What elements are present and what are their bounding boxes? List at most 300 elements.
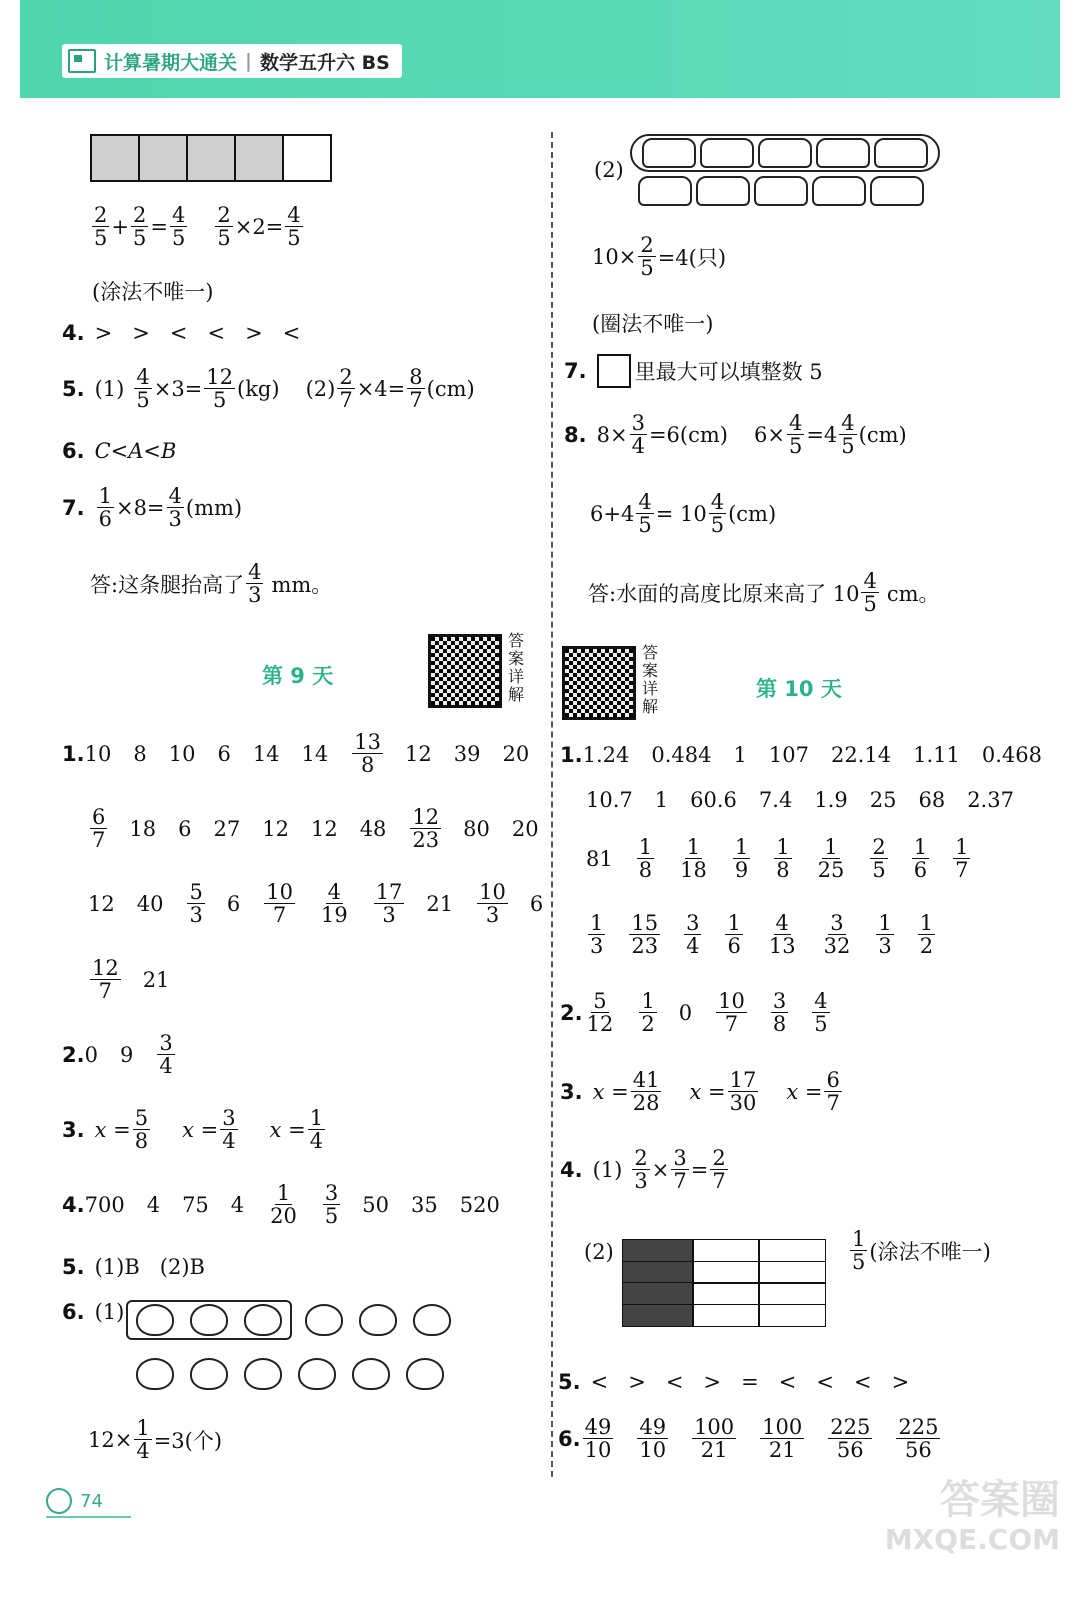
fraction bbox=[716, 990, 747, 1035]
numerator: 5 bbox=[593, 989, 607, 1013]
text: (2) bbox=[305, 376, 336, 401]
fraction bbox=[134, 366, 151, 411]
fraction bbox=[861, 570, 878, 615]
cats-row-1 bbox=[630, 134, 940, 172]
denominator: 5 bbox=[212, 388, 227, 413]
text: = 10 bbox=[655, 501, 707, 526]
numerator: 3 bbox=[673, 1146, 687, 1170]
text: 6 bbox=[529, 891, 544, 916]
text: ×3= bbox=[153, 376, 203, 401]
qr-code-icon[interactable] bbox=[428, 634, 502, 708]
denominator: 6 bbox=[727, 934, 741, 959]
text: (1) bbox=[94, 376, 125, 401]
text: (kg) bbox=[237, 376, 280, 401]
text: 6. bbox=[558, 1426, 581, 1451]
text: (涂法不唯一) bbox=[869, 1239, 991, 1264]
text: 60.6 bbox=[690, 788, 737, 812]
denominator: 56 bbox=[905, 1438, 932, 1463]
peach-icon bbox=[136, 1304, 174, 1336]
text: =3(个) bbox=[153, 1428, 223, 1453]
fraction bbox=[692, 1416, 736, 1461]
text: 1.9 bbox=[814, 788, 848, 812]
denominator: 6 bbox=[98, 507, 112, 532]
day9-title: 第 9 天 bbox=[262, 664, 334, 688]
fraction bbox=[896, 1416, 940, 1461]
fraction bbox=[97, 485, 114, 530]
fraction bbox=[725, 912, 742, 957]
fraction bbox=[583, 1416, 614, 1461]
numerator: 100 bbox=[694, 1415, 735, 1439]
text: 12 bbox=[310, 816, 338, 841]
text: 5. bbox=[62, 376, 85, 401]
numerator: 4 bbox=[248, 560, 262, 584]
cell bbox=[692, 1304, 760, 1327]
fraction bbox=[410, 806, 441, 851]
cell bbox=[758, 1261, 826, 1284]
q5 bbox=[62, 366, 475, 411]
denominator: 7 bbox=[826, 1091, 840, 1116]
fraction bbox=[285, 204, 302, 249]
peach-icon bbox=[359, 1304, 397, 1336]
page-footer bbox=[46, 1488, 103, 1514]
denominator: 4 bbox=[686, 934, 700, 959]
text: 0.468 bbox=[981, 743, 1042, 767]
denominator: 18 bbox=[680, 858, 707, 883]
denominator: 7 bbox=[92, 828, 106, 853]
text: 6. bbox=[62, 1300, 85, 1324]
fraction bbox=[828, 1416, 872, 1461]
denominator: 3 bbox=[189, 903, 203, 928]
text: 27 bbox=[213, 816, 241, 841]
text: 4. bbox=[62, 321, 85, 345]
numerator: 5 bbox=[189, 880, 203, 904]
cell bbox=[692, 1282, 760, 1305]
fraction bbox=[585, 990, 616, 1035]
fraction bbox=[812, 990, 829, 1035]
numerator: 225 bbox=[830, 1415, 871, 1439]
fraction bbox=[215, 204, 232, 249]
d10-q1-row1 bbox=[560, 743, 1064, 767]
peach-row-1 bbox=[126, 1300, 459, 1340]
d9-q6 bbox=[62, 1300, 124, 1324]
shaded-grid bbox=[623, 1240, 825, 1326]
d10-q6 bbox=[558, 1416, 962, 1461]
fraction bbox=[92, 204, 109, 249]
cell bbox=[234, 134, 284, 182]
denominator: 7 bbox=[712, 1169, 726, 1194]
numerator: 2 bbox=[94, 203, 108, 227]
text: 6 bbox=[226, 891, 241, 916]
numerator: 49 bbox=[584, 1415, 612, 1439]
numerator: 3 bbox=[830, 911, 844, 935]
cell bbox=[758, 1239, 826, 1262]
fraction bbox=[631, 1069, 662, 1114]
denominator: 4 bbox=[631, 434, 645, 459]
numerator: 2 bbox=[217, 203, 231, 227]
cat-icon bbox=[696, 176, 750, 206]
q4 bbox=[62, 321, 300, 345]
denominator: 3 bbox=[634, 1169, 648, 1194]
numerator: 3 bbox=[686, 911, 700, 935]
fraction bbox=[407, 366, 424, 411]
text: 1. bbox=[560, 743, 583, 767]
cats-row-2 bbox=[636, 176, 926, 210]
denominator: 21 bbox=[700, 1438, 728, 1463]
denominator: 3 bbox=[878, 934, 892, 959]
text: 20 bbox=[511, 816, 539, 841]
text: 12 bbox=[262, 816, 289, 841]
text: x = bbox=[592, 1079, 629, 1104]
numerator: 1 bbox=[955, 835, 969, 859]
denominator: 56 bbox=[836, 1438, 864, 1463]
numerator: 1 bbox=[136, 1416, 150, 1440]
fraction bbox=[639, 990, 656, 1035]
fraction bbox=[374, 881, 405, 926]
day10-title: 第 10 天 bbox=[756, 677, 842, 701]
fraction bbox=[839, 412, 856, 457]
denominator: 5 bbox=[132, 226, 147, 251]
fraction bbox=[588, 912, 605, 957]
cell bbox=[758, 1304, 826, 1327]
denominator: 9 bbox=[734, 858, 749, 883]
r-q8-b bbox=[590, 491, 776, 536]
text: 5. bbox=[62, 1255, 85, 1279]
denominator: 5 bbox=[710, 513, 725, 538]
text: 10 bbox=[168, 741, 196, 766]
fraction bbox=[268, 1182, 299, 1227]
fraction bbox=[220, 1107, 237, 1152]
text: x = bbox=[689, 1079, 726, 1104]
d10-q2 bbox=[560, 990, 852, 1035]
fraction bbox=[167, 485, 184, 530]
fraction bbox=[918, 912, 935, 957]
text: 21 bbox=[142, 967, 170, 992]
denominator: 5 bbox=[136, 388, 150, 413]
denominator: 5 bbox=[217, 226, 231, 251]
d9-q3 bbox=[62, 1107, 327, 1152]
circled-group bbox=[126, 1300, 292, 1340]
fraction bbox=[90, 806, 107, 851]
text: 50 bbox=[362, 1192, 390, 1217]
fraction bbox=[709, 491, 726, 536]
d9-q4 bbox=[62, 1182, 522, 1227]
note-circle-not-unique: (圈法不唯一) bbox=[592, 312, 714, 336]
cat-icon bbox=[816, 138, 870, 168]
denominator: 5 bbox=[287, 226, 301, 251]
numerator: 1 bbox=[776, 835, 790, 859]
fraction bbox=[953, 836, 970, 881]
text: 7. bbox=[564, 359, 587, 383]
text: 68 bbox=[918, 788, 946, 812]
text: ×8= bbox=[115, 495, 165, 520]
text: 21 bbox=[426, 891, 454, 916]
text: ×4= bbox=[356, 376, 406, 401]
denominator: 5 bbox=[863, 592, 877, 617]
numerator: 4 bbox=[327, 880, 341, 904]
text: mm。 bbox=[271, 572, 333, 597]
numerator: 4 bbox=[710, 490, 725, 514]
numerator: 15 bbox=[631, 911, 659, 935]
qr-label: 答案详解 bbox=[508, 631, 525, 704]
denominator: 5 bbox=[640, 256, 654, 281]
denominator: 7 bbox=[98, 979, 113, 1004]
denominator: 3 bbox=[590, 934, 604, 959]
text: 48 bbox=[359, 816, 387, 841]
page-number: 74 bbox=[80, 1490, 103, 1512]
q7-answer bbox=[90, 561, 332, 606]
denominator: 7 bbox=[409, 388, 423, 413]
text: 2.37 bbox=[967, 788, 1014, 812]
text: 10 bbox=[84, 741, 112, 766]
denominator: 2 bbox=[641, 1012, 655, 1037]
fraction bbox=[632, 1147, 649, 1192]
cat-icon bbox=[874, 138, 928, 168]
text: 8 bbox=[133, 741, 147, 766]
denominator: 8 bbox=[776, 858, 790, 883]
text: 18 bbox=[129, 816, 157, 841]
denominator: 5 bbox=[814, 1012, 828, 1037]
text: 里最大可以填整数 5 bbox=[634, 360, 823, 384]
cell bbox=[90, 134, 140, 182]
text: 9 bbox=[119, 1042, 134, 1067]
text: 答案圈 bbox=[940, 1477, 1060, 1523]
r-p2-label: (2) bbox=[594, 158, 624, 182]
denominator: 4 bbox=[309, 1129, 324, 1154]
text: =4 bbox=[806, 422, 838, 447]
numerator: 1 bbox=[727, 911, 741, 935]
text: 2. bbox=[62, 1042, 85, 1067]
denominator: 7 bbox=[724, 1012, 739, 1037]
numerator: 4 bbox=[136, 365, 150, 389]
fraction bbox=[204, 366, 235, 411]
fraction bbox=[637, 836, 654, 881]
denominator: 3 bbox=[382, 903, 396, 928]
cell bbox=[622, 1239, 694, 1262]
denominator: 4 bbox=[222, 1129, 236, 1154]
d10-q1-row3 bbox=[586, 836, 992, 881]
numerator: 2 bbox=[640, 233, 654, 257]
numerator: 1 bbox=[686, 835, 701, 859]
text: 答:水面的高度比原来高了 10 bbox=[588, 581, 860, 606]
cell bbox=[692, 1239, 760, 1262]
fraction bbox=[822, 912, 853, 957]
numerator: 225 bbox=[898, 1415, 939, 1439]
text: (2)B bbox=[159, 1255, 205, 1279]
numerator: 6 bbox=[826, 1068, 840, 1092]
q7 bbox=[62, 485, 242, 530]
fraction bbox=[774, 836, 791, 881]
text: 10.7 bbox=[586, 788, 633, 812]
denominator: 21 bbox=[768, 1438, 796, 1463]
peach-icon bbox=[136, 1358, 174, 1390]
text: 0 bbox=[84, 1042, 98, 1067]
fraction bbox=[637, 1416, 668, 1461]
sun-icon bbox=[46, 1488, 72, 1514]
denominator: 12 bbox=[586, 1012, 614, 1037]
fraction bbox=[710, 1147, 727, 1192]
cat-icon bbox=[700, 138, 754, 168]
book-icon bbox=[68, 49, 96, 73]
r-q7 bbox=[564, 354, 823, 388]
denominator: 2 bbox=[919, 934, 934, 959]
text: 8× bbox=[596, 422, 628, 447]
numerator: 100 bbox=[762, 1415, 803, 1439]
denominator: 23 bbox=[631, 934, 659, 959]
denominator: 10 bbox=[584, 1438, 612, 1463]
numerator: 1 bbox=[734, 835, 749, 859]
shading-boxes bbox=[92, 134, 332, 182]
text: 40 bbox=[136, 891, 164, 916]
numerator: 6 bbox=[92, 805, 106, 829]
cell bbox=[758, 1282, 826, 1305]
d9-q6-eq bbox=[88, 1417, 222, 1462]
cell bbox=[138, 134, 188, 182]
denominator: 28 bbox=[632, 1091, 660, 1116]
peach-icon bbox=[298, 1358, 336, 1390]
denominator: 7 bbox=[339, 388, 353, 413]
fraction bbox=[876, 912, 893, 957]
text: MXQE.COM bbox=[884, 1523, 1060, 1556]
numerator: 1 bbox=[276, 1181, 291, 1205]
text: 4. bbox=[560, 1157, 583, 1182]
fraction bbox=[170, 204, 187, 249]
numerator: 4 bbox=[863, 569, 877, 593]
denominator: 30 bbox=[729, 1091, 757, 1116]
denominator: 3 bbox=[485, 903, 500, 928]
text: (cm) bbox=[728, 501, 777, 526]
text: 20 bbox=[502, 741, 530, 766]
fraction bbox=[157, 1032, 174, 1077]
cat-icon bbox=[638, 176, 692, 206]
d10-q4-p2: (2) bbox=[584, 1240, 614, 1264]
denominator: 32 bbox=[823, 934, 851, 959]
fraction bbox=[787, 412, 804, 457]
text: 8. bbox=[564, 422, 587, 447]
fraction bbox=[630, 412, 647, 457]
fraction bbox=[352, 731, 383, 776]
circled-group bbox=[630, 134, 940, 172]
fraction bbox=[760, 1416, 804, 1461]
blank-square bbox=[597, 354, 631, 388]
peach-icon bbox=[244, 1358, 282, 1390]
numerator: 13 bbox=[354, 730, 382, 754]
fraction bbox=[671, 1147, 688, 1192]
d10-q1-row4 bbox=[586, 912, 957, 957]
d10-q5 bbox=[558, 1370, 909, 1394]
denominator: 8 bbox=[134, 1129, 149, 1154]
text: x = bbox=[94, 1117, 131, 1142]
denominator: 5 bbox=[94, 226, 108, 251]
watermark bbox=[884, 1477, 1060, 1560]
numerator: 3 bbox=[222, 1106, 236, 1130]
denominator: 8 bbox=[638, 858, 653, 883]
text: 22.14 bbox=[830, 743, 892, 767]
numerator: 12 bbox=[206, 365, 234, 389]
fraction bbox=[131, 204, 148, 249]
numerator: 1 bbox=[309, 1106, 324, 1130]
fraction bbox=[870, 836, 887, 881]
cell bbox=[622, 1282, 694, 1305]
numerator: 3 bbox=[324, 1181, 339, 1205]
r-q8 bbox=[564, 412, 907, 457]
denominator: 5 bbox=[852, 1250, 866, 1275]
text: 7.4 bbox=[758, 788, 793, 812]
text: 10× bbox=[592, 244, 637, 269]
numerator: 2 bbox=[132, 203, 147, 227]
text: 81 bbox=[586, 846, 613, 871]
fraction bbox=[477, 881, 508, 926]
qr-code-icon[interactable] bbox=[562, 646, 636, 720]
numerator: 3 bbox=[631, 411, 645, 435]
fraction bbox=[771, 990, 788, 1035]
fraction bbox=[684, 912, 701, 957]
numerator: 12 bbox=[92, 956, 119, 980]
text: 39 bbox=[453, 741, 481, 766]
numerator: 1 bbox=[919, 911, 934, 935]
text: 80 bbox=[463, 816, 490, 841]
cell bbox=[282, 134, 332, 182]
text: 25 bbox=[869, 788, 897, 812]
numerator: 2 bbox=[634, 1146, 648, 1170]
subject-title: 数学五升六 BS bbox=[259, 51, 390, 74]
d10-q4: 4. (1) $\frac{2}{3}$ × $\frac{3}{7}$ = $\frac{2}{7}$ bbox=[560, 1146, 726, 1194]
peach-icon bbox=[190, 1358, 228, 1390]
denominator: 23 bbox=[412, 828, 440, 853]
text: 0 bbox=[678, 1000, 693, 1025]
text: cm。 bbox=[886, 581, 940, 606]
column-divider bbox=[551, 132, 553, 1477]
text: 6. bbox=[62, 439, 85, 463]
text: > > < < > < bbox=[94, 321, 301, 345]
r-q8-answer bbox=[588, 570, 940, 615]
numerator: 1 bbox=[590, 911, 604, 935]
cat-icon bbox=[812, 176, 866, 206]
numerator: 4 bbox=[814, 989, 828, 1013]
fraction bbox=[638, 234, 655, 279]
d9-q1-row3 bbox=[88, 881, 565, 926]
fraction bbox=[187, 881, 204, 926]
text: 12 bbox=[88, 891, 115, 916]
numerator: 5 bbox=[134, 1106, 149, 1130]
text: (1)B bbox=[94, 1255, 140, 1279]
fraction bbox=[636, 491, 653, 536]
text: 12 bbox=[405, 741, 432, 766]
fraction bbox=[816, 836, 847, 881]
numerator: 4 bbox=[168, 484, 182, 508]
text: 6× bbox=[753, 422, 785, 447]
peach-icon bbox=[413, 1304, 451, 1336]
text: 75 bbox=[182, 1192, 209, 1217]
denominator: 6 bbox=[913, 858, 928, 883]
text: 7. bbox=[62, 495, 85, 520]
peach-icon bbox=[406, 1358, 444, 1390]
numerator: 12 bbox=[412, 805, 440, 829]
fraction bbox=[824, 1069, 841, 1114]
fraction bbox=[337, 366, 354, 411]
cell bbox=[186, 134, 236, 182]
r-eq1 bbox=[592, 234, 726, 279]
numerator: 3 bbox=[772, 989, 787, 1013]
numerator: 1 bbox=[824, 835, 838, 859]
text: x = bbox=[269, 1117, 306, 1142]
d10-q3 bbox=[560, 1069, 844, 1114]
d9-q2 bbox=[62, 1032, 197, 1077]
text: (cm) bbox=[858, 422, 907, 447]
d9-q5 bbox=[62, 1255, 205, 1279]
text: 2. bbox=[560, 1000, 583, 1025]
text: (mm) bbox=[185, 495, 243, 520]
text: 107 bbox=[768, 743, 809, 767]
